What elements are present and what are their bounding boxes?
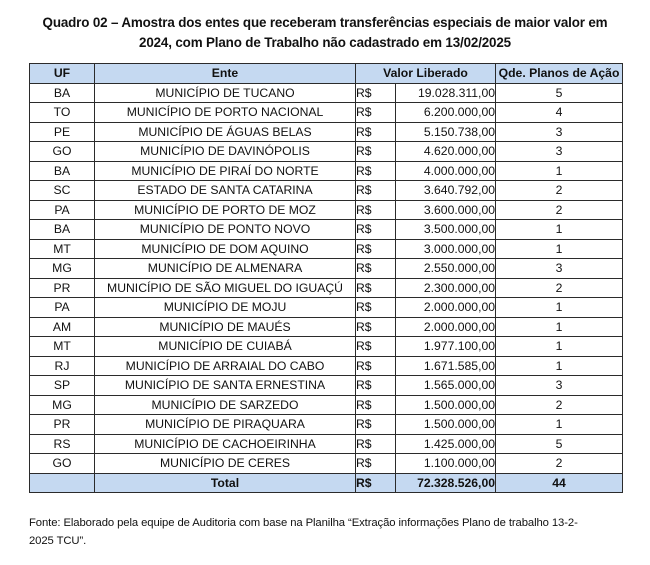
cell-uf: MT [30,239,95,259]
source-line-1: Fonte: Elaborado pela equipe de Auditoria com base na Planilha “Extração informações Plano de trabalho 13-2- [29,517,578,529]
table-row [30,337,623,357]
cell-ente: MUNICÍPIO DE SÃO MIGUEL DO IGUAÇÚ [95,278,356,298]
cell-valor-liberado: 3.640.792,00 [396,181,496,201]
cell-currency: R$ [356,83,396,103]
cell-ente: MUNICÍPIO DE ALMENARA [95,259,356,279]
cell-currency: R$ [356,337,396,357]
cell-ente: MUNICÍPIO DE ÁGUAS BELAS [95,122,356,142]
cell-uf: RJ [30,356,95,376]
cell-uf: PR [30,278,95,298]
cell-qde-planos: 2 [496,454,623,474]
cell-uf: BA [30,83,95,103]
cell-qde-planos: 1 [496,337,623,357]
cell-currency: R$ [356,415,396,435]
cell-ente: MUNICÍPIO DE CERES [95,454,356,474]
cell-ente: MUNICÍPIO DE PORTO NACIONAL [95,103,356,123]
cell-currency: R$ [356,181,396,201]
cell-currency: R$ [356,395,396,415]
cell-valor-liberado: 4.000.000,00 [396,161,496,181]
table-caption [0,13,650,53]
total-valor: 72.328.526,00 [396,473,496,493]
cell-uf: RS [30,434,95,454]
header-valor-liberado: Valor Liberado [356,64,496,84]
table-row [30,298,623,318]
cell-valor-liberado: 2.550.000,00 [396,259,496,279]
cell-uf: BA [30,220,95,240]
cell-valor-liberado: 1.671.585,00 [396,356,496,376]
cell-uf: GO [30,142,95,162]
cell-valor-liberado: 2.300.000,00 [396,278,496,298]
cell-valor-liberado: 1.500.000,00 [396,415,496,435]
cell-ente: MUNICÍPIO DE TUCANO [95,83,356,103]
table-row [30,122,623,142]
table-row [30,317,623,337]
cell-currency: R$ [356,239,396,259]
cell-ente: MUNICÍPIO DE DAVINÓPOLIS [95,142,356,162]
cell-uf: AM [30,317,95,337]
table-header-row [30,64,623,84]
total-uf-empty [30,473,95,493]
cell-currency: R$ [356,122,396,142]
cell-uf: SC [30,181,95,201]
cell-currency: R$ [356,356,396,376]
table-row [30,454,623,474]
cell-uf: PA [30,298,95,318]
cell-ente: MUNICÍPIO DE MOJU [95,298,356,318]
cell-qde-planos: 1 [496,356,623,376]
table-row [30,161,623,181]
cell-qde-planos: 1 [496,239,623,259]
cell-currency: R$ [356,434,396,454]
table-row [30,395,623,415]
cell-currency: R$ [356,376,396,396]
table-row [30,356,623,376]
cell-qde-planos: 1 [496,161,623,181]
table-row [30,181,623,201]
cell-ente: MUNICÍPIO DE PIRAÍ DO NORTE [95,161,356,181]
cell-currency: R$ [356,454,396,474]
cell-valor-liberado: 1.977.100,00 [396,337,496,357]
cell-uf: MG [30,395,95,415]
cell-valor-liberado: 5.150.738,00 [396,122,496,142]
cell-currency: R$ [356,220,396,240]
cell-qde-planos: 3 [496,376,623,396]
table-row [30,239,623,259]
cell-ente: MUNICÍPIO DE PONTO NOVO [95,220,356,240]
table-row [30,415,623,435]
cell-currency: R$ [356,278,396,298]
cell-valor-liberado: 1.425.000,00 [396,434,496,454]
cell-currency: R$ [356,259,396,279]
cell-currency: R$ [356,161,396,181]
cell-valor-liberado: 1.100.000,00 [396,454,496,474]
header-ente: Ente [95,64,356,84]
caption-line-1: Quadro 02 – Amostra dos entes que receberam transferências especiais de maior valor em [42,15,608,30]
cell-ente: MUNICÍPIO DE ARRAIAL DO CABO [95,356,356,376]
total-row [30,473,623,493]
cell-currency: R$ [356,298,396,318]
cell-valor-liberado: 1.565.000,00 [396,376,496,396]
table-row [30,376,623,396]
caption-line-2: 2024, com Plano de Trabalho não cadastrado em 13/02/2025 [139,35,511,50]
cell-uf: MG [30,259,95,279]
cell-qde-planos: 2 [496,200,623,220]
cell-qde-planos: 1 [496,220,623,240]
cell-qde-planos: 1 [496,298,623,318]
table-row [30,103,623,123]
cell-valor-liberado: 1.500.000,00 [396,395,496,415]
table-row [30,200,623,220]
cell-ente: MUNICÍPIO DE PORTO DE MOZ [95,200,356,220]
cell-ente: MUNICÍPIO DE SARZEDO [95,395,356,415]
cell-qde-planos: 5 [496,83,623,103]
cell-qde-planos: 2 [496,395,623,415]
header-uf: UF [30,64,95,84]
cell-uf: MT [30,337,95,357]
cell-ente: MUNICÍPIO DE PIRAQUARA [95,415,356,435]
total-label: Total [95,473,356,493]
cell-uf: GO [30,454,95,474]
table-row [30,259,623,279]
cell-qde-planos: 3 [496,122,623,142]
table-row [30,220,623,240]
cell-qde-planos: 2 [496,278,623,298]
header-qde-planos: Qde. Planos de Ação [496,64,623,84]
cell-valor-liberado: 6.200.000,00 [396,103,496,123]
cell-valor-liberado: 3.500.000,00 [396,220,496,240]
cell-qde-planos: 1 [496,415,623,435]
cell-uf: PR [30,415,95,435]
total-currency: R$ [356,473,396,493]
cell-qde-planos: 2 [496,181,623,201]
cell-uf: TO [30,103,95,123]
cell-ente: MUNICÍPIO DE SANTA ERNESTINA [95,376,356,396]
cell-valor-liberado: 3.000.000,00 [396,239,496,259]
table-row [30,434,623,454]
cell-qde-planos: 1 [496,317,623,337]
cell-valor-liberado: 3.600.000,00 [396,200,496,220]
cell-uf: BA [30,161,95,181]
cell-qde-planos: 3 [496,259,623,279]
cell-valor-liberado: 4.620.000,00 [396,142,496,162]
transfers-table [29,63,623,493]
cell-ente: MUNICÍPIO DE MAUÉS [95,317,356,337]
cell-valor-liberado: 2.000.000,00 [396,298,496,318]
cell-currency: R$ [356,317,396,337]
source-note [29,514,629,550]
cell-qde-planos: 4 [496,103,623,123]
cell-currency: R$ [356,103,396,123]
cell-currency: R$ [356,200,396,220]
table-row [30,142,623,162]
cell-uf: SP [30,376,95,396]
cell-ente: MUNICÍPIO DE CUIABÁ [95,337,356,357]
cell-ente: MUNICÍPIO DE CACHOEIRINHA [95,434,356,454]
cell-valor-liberado: 19.028.311,00 [396,83,496,103]
source-line-2: 2025 TCU”. [29,535,87,547]
table-body [30,83,623,473]
cell-ente: ESTADO DE SANTA CATARINA [95,181,356,201]
cell-uf: PA [30,200,95,220]
table-row [30,278,623,298]
cell-qde-planos: 3 [496,142,623,162]
cell-qde-planos: 5 [496,434,623,454]
table-row [30,83,623,103]
cell-uf: PE [30,122,95,142]
cell-currency: R$ [356,142,396,162]
total-qde: 44 [496,473,623,493]
cell-valor-liberado: 2.000.000,00 [396,317,496,337]
cell-ente: MUNICÍPIO DE DOM AQUINO [95,239,356,259]
